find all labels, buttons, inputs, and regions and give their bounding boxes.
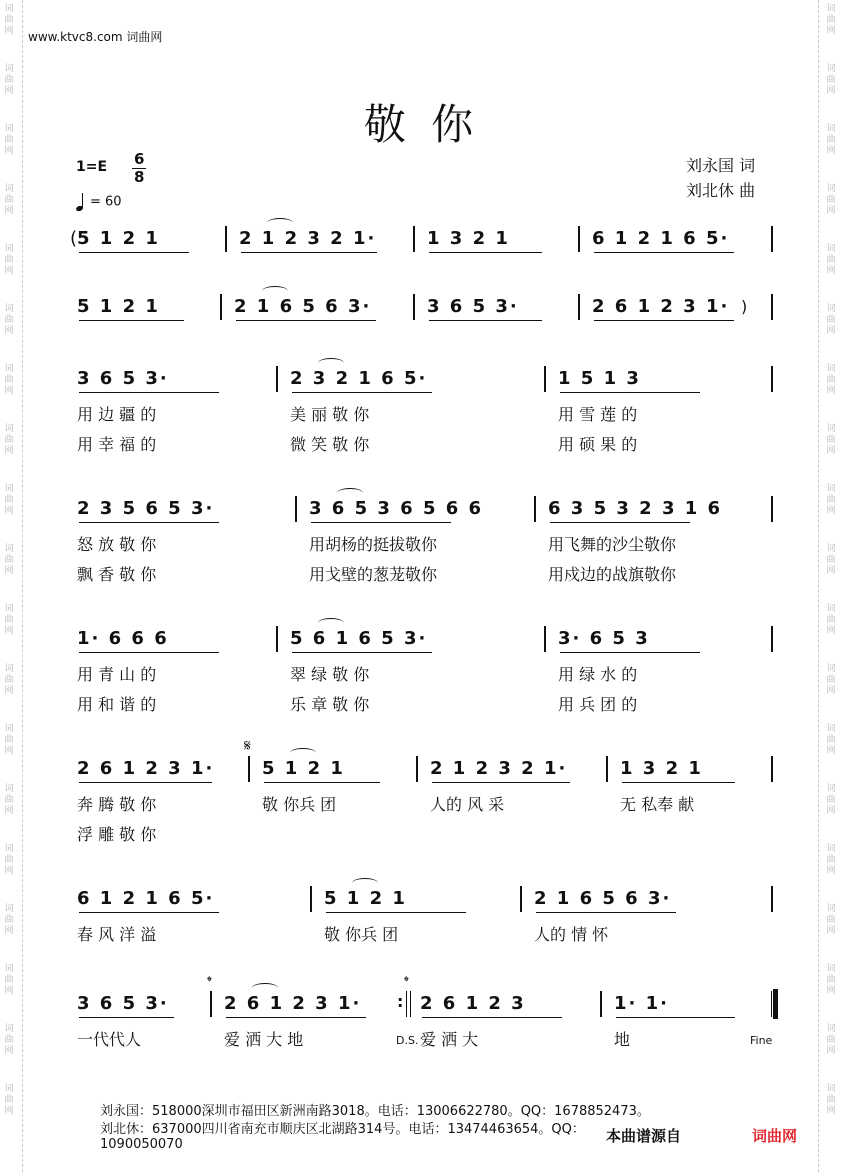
measure-notes: 2 3 2 1 6 5· xyxy=(290,368,428,389)
measure-notes: 2 1 2 3 2 1· xyxy=(239,228,377,249)
lyric-line-2: 乐 章 敬 你 xyxy=(290,695,370,714)
bar-line xyxy=(771,886,773,912)
beam-line xyxy=(422,1017,562,1018)
composer-credit: 刘北休 曲 xyxy=(686,181,756,200)
slur xyxy=(352,878,378,888)
lyric-line-1: 翠 绿 敬 你 xyxy=(290,665,370,684)
lyric-line-1: 用 雪 莲 的 xyxy=(558,405,638,424)
measure-notes: 3 6 5 3· xyxy=(427,296,519,317)
lyric-line-1: 敬 你兵 团 xyxy=(324,925,399,944)
coda-sign-2: 𝄌 xyxy=(404,974,409,990)
lyric-line-2: 用 硕 果 的 xyxy=(558,435,638,454)
watermark-text: 词曲网 xyxy=(4,1024,14,1056)
composer-contact: 刘北休：637000四川省南充市顺庆区北湖路314号。电话：13474463654。QQ：1090050070 xyxy=(100,1122,585,1152)
watermark-text: 词曲网 xyxy=(4,4,14,36)
watermark-text: 词曲网 xyxy=(826,1084,836,1116)
measure-notes: 6 1 2 1 6 5· xyxy=(77,888,215,909)
beam-line xyxy=(79,782,212,783)
measure-notes: 5 1 2 1 xyxy=(262,758,345,779)
bar-line xyxy=(413,226,415,252)
lyric-line-1: 奔 腾 敬 你 xyxy=(77,795,157,814)
bar-line xyxy=(276,626,278,652)
beam-line xyxy=(432,782,570,783)
watermark-text: 词曲网 xyxy=(4,184,14,216)
watermark-text: 词曲网 xyxy=(4,64,14,96)
key-signature: 1=E xyxy=(76,159,108,175)
beam-line xyxy=(326,912,466,913)
lyric-line-1: 敬 你兵 团 xyxy=(262,795,337,814)
bar-line xyxy=(578,226,580,252)
lyric-line-1: 用飞舞的沙尘敬你 xyxy=(548,535,677,554)
lyric-line-1: 爱 洒 大 xyxy=(420,1030,479,1049)
beam-line xyxy=(264,782,380,783)
source-site-link[interactable]: 词曲网 xyxy=(752,1127,798,1145)
beam-line xyxy=(79,252,189,253)
watermark-text: 词曲网 xyxy=(826,784,836,816)
lyric-line-1: 无 私奉 献 xyxy=(620,795,695,814)
measure-notes: 1 5 1 3 xyxy=(558,368,641,389)
measure-notes: 2 6 1 2 3 1· xyxy=(224,993,362,1014)
quarter-note-icon xyxy=(76,193,88,211)
watermark-text: 词曲网 xyxy=(826,124,836,156)
beam-line xyxy=(79,522,219,523)
lyric-line-1: 怒 放 敬 你 xyxy=(77,535,157,554)
measure-notes: 2 1 6 5 6 3· xyxy=(234,296,372,317)
watermark-text: 词曲网 xyxy=(826,724,836,756)
beam-line xyxy=(594,320,734,321)
bar-line xyxy=(606,756,608,782)
bar-line xyxy=(544,626,546,652)
song-title: 敬 你 xyxy=(363,100,480,149)
measure-notes: 5 1 2 1 xyxy=(77,296,160,317)
lyric-line-2: 用 幸 福 的 xyxy=(77,435,157,454)
measure-notes: 2 1 6 5 6 3· xyxy=(534,888,672,909)
bar-line xyxy=(248,756,250,782)
watermark-text: 词曲网 xyxy=(826,844,836,876)
beam-line xyxy=(594,252,734,253)
bar-line xyxy=(520,886,522,912)
lyric-line-2: 浮 雕 敬 你 xyxy=(77,825,157,844)
lyricist-credit: 刘永国 词 xyxy=(686,156,756,175)
bar-line xyxy=(413,294,415,320)
lyric-line-2: 用 和 谐 的 xyxy=(77,695,157,714)
fine-marking: Fine xyxy=(750,1034,773,1047)
bar-line xyxy=(771,991,772,1017)
slur xyxy=(337,488,363,498)
time-signature-top: 6 xyxy=(134,150,145,168)
bar-line xyxy=(310,886,312,912)
measure-notes: 6 3 5 3 2 3 1 6 xyxy=(548,498,723,519)
watermark-text: 词曲网 xyxy=(826,184,836,216)
beam-line xyxy=(79,1017,174,1018)
watermark-text: 词曲网 xyxy=(4,424,14,456)
slur xyxy=(318,618,344,628)
segno-sign: 𝄋 xyxy=(244,736,251,755)
lyric-line-1: 用 边 疆 的 xyxy=(77,405,157,424)
beam-line xyxy=(292,392,432,393)
measure-notes: 5 1 2 1 xyxy=(77,228,160,249)
measure-notes: 1· 1· xyxy=(614,993,669,1014)
watermark-text: 词曲网 xyxy=(4,484,14,516)
watermark-text: 词曲网 xyxy=(4,664,14,696)
beam-line xyxy=(616,1017,735,1018)
watermark-text: 词曲网 xyxy=(4,844,14,876)
watermark-text: 词曲网 xyxy=(826,304,836,336)
beam-line xyxy=(79,652,219,653)
ds-marking: D.S. xyxy=(396,1034,419,1047)
bar-line xyxy=(771,226,773,252)
watermark-text: 词曲网 xyxy=(4,244,14,276)
watermark-text: 词曲网 xyxy=(826,904,836,936)
beam-line xyxy=(311,522,451,523)
watermark-text: 词曲网 xyxy=(826,664,836,696)
watermark-text: 词曲网 xyxy=(826,64,836,96)
watermark-text: 词曲网 xyxy=(4,604,14,636)
right-border xyxy=(818,0,819,1172)
beam-line xyxy=(622,782,735,783)
watermark-text: 词曲网 xyxy=(826,244,836,276)
watermark-text: 词曲网 xyxy=(826,544,836,576)
measure-notes: 2 6 1 2 3 xyxy=(420,993,526,1014)
lyric-line-1: 用 青 山 的 xyxy=(77,665,157,684)
watermark-text: 词曲网 xyxy=(4,724,14,756)
lyric-line-1: 美 丽 敬 你 xyxy=(290,405,370,424)
left-border xyxy=(22,0,23,1172)
lyric-line-2: 微 笑 敬 你 xyxy=(290,435,370,454)
measure-notes: 2 3 5 6 5 3· xyxy=(77,498,215,519)
lyric-line-2: 用戈壁的葱茏敬你 xyxy=(309,565,438,584)
coda-sign-1: 𝄌 xyxy=(207,974,212,990)
measure-notes: 3· 6 5 3 xyxy=(558,628,650,649)
beam-line xyxy=(236,320,376,321)
bar-line xyxy=(220,294,222,320)
beam-line xyxy=(429,252,542,253)
beam-line xyxy=(292,652,432,653)
intro-close-paren: ) xyxy=(741,297,748,316)
bar-line xyxy=(578,294,580,320)
slur xyxy=(290,748,316,758)
lyric-line-1: 人的 情 怀 xyxy=(534,925,609,944)
intro-open-paren: ( xyxy=(70,228,78,249)
slur xyxy=(318,358,344,368)
watermark-text: 词曲网 xyxy=(826,604,836,636)
tempo-value: = 60 xyxy=(90,194,122,210)
bar-line xyxy=(416,756,418,782)
beam-line xyxy=(241,252,377,253)
bar-line xyxy=(771,626,773,652)
watermark-text: 词曲网 xyxy=(826,964,836,996)
beam-line xyxy=(536,912,676,913)
bar-line xyxy=(295,496,297,522)
lyric-line-2: 用 兵 团 的 xyxy=(558,695,638,714)
measure-notes: 3 6 5 3 6 5 6 6 xyxy=(309,498,484,519)
watermark-text: 词曲网 xyxy=(826,484,836,516)
beam-line xyxy=(79,912,219,913)
watermark-text: 词曲网 xyxy=(826,4,836,36)
watermark-text: 词曲网 xyxy=(826,424,836,456)
beam-line xyxy=(226,1017,366,1018)
lyric-line-2: 用戍边的战旗敬你 xyxy=(548,565,677,584)
measure-notes: 6 1 2 1 6 5· xyxy=(592,228,730,249)
measure-notes: 1 3 2 1 xyxy=(427,228,510,249)
lyric-line-2: 飘 香 敬 你 xyxy=(77,565,157,584)
bar-line xyxy=(534,496,536,522)
beam-line xyxy=(79,392,219,393)
lyric-line-1: 人的 风 采 xyxy=(430,795,505,814)
time-signature xyxy=(132,151,146,186)
measure-notes: 5 6 1 6 5 3· xyxy=(290,628,428,649)
bar-line xyxy=(771,294,773,320)
lyric-line-1: 用 绿 水 的 xyxy=(558,665,638,684)
bar-line xyxy=(225,226,227,252)
measure-notes: 3 6 5 3· xyxy=(77,993,169,1014)
lyric-line-1: 春 风 洋 溢 xyxy=(77,925,157,944)
measure-notes: 1· 6 6 6 xyxy=(77,628,169,649)
bar-line xyxy=(544,366,546,392)
measure-notes: 1 3 2 1 xyxy=(620,758,703,779)
lyric-line-1: 一代代人 xyxy=(77,1030,142,1049)
slur xyxy=(252,983,278,993)
watermark-text: 词曲网 xyxy=(4,364,14,396)
bar-line xyxy=(600,991,602,1017)
watermark-text: 词曲网 xyxy=(826,1024,836,1056)
watermark-text: 词曲网 xyxy=(4,784,14,816)
watermark-text: 词曲网 xyxy=(4,544,14,576)
measure-notes: 2 6 1 2 3 1· xyxy=(592,296,730,317)
measure-notes: 2 1 2 3 2 1· xyxy=(430,758,568,779)
watermark-text: 词曲网 xyxy=(4,1084,14,1116)
measure-notes: 3 6 5 3· xyxy=(77,368,169,389)
watermark-text: 词曲网 xyxy=(4,304,14,336)
bar-line xyxy=(210,991,212,1017)
lyric-line-1: 地 xyxy=(614,1030,631,1049)
watermark-text: 词曲网 xyxy=(826,364,836,396)
lyric-line-1: 爱 洒 大 地 xyxy=(224,1030,304,1049)
measure-notes: 5 1 2 1 xyxy=(324,888,407,909)
slur xyxy=(262,286,288,296)
lyric-line-1: 用胡杨的挺拔敬你 xyxy=(309,535,438,554)
bar-line xyxy=(406,991,407,1017)
tempo-marking xyxy=(76,193,122,211)
beam-line xyxy=(429,320,542,321)
watermark-text: 词曲网 xyxy=(4,904,14,936)
slur xyxy=(267,218,293,228)
beam-line xyxy=(560,652,700,653)
bar-line xyxy=(276,366,278,392)
beam-line xyxy=(560,392,700,393)
time-signature-bottom: 8 xyxy=(134,168,145,186)
bar-line xyxy=(771,366,773,392)
beam-line xyxy=(79,320,184,321)
watermark-text: 词曲网 xyxy=(4,124,14,156)
measure-notes: 2 6 1 2 3 1· xyxy=(77,758,215,779)
lyricist-contact: 刘永国：518000深圳市福田区新洲南路3018。电话：13006622780。QQ：1678852473。 xyxy=(100,1104,650,1119)
bar-line xyxy=(771,496,773,522)
watermark-text: 词曲网 xyxy=(4,964,14,996)
beam-line xyxy=(550,522,690,523)
bar-line xyxy=(771,756,773,782)
site-url[interactable]: www.ktvc8.com 词曲网 xyxy=(28,30,163,44)
source-label: 本曲谱源自 xyxy=(606,1127,682,1145)
